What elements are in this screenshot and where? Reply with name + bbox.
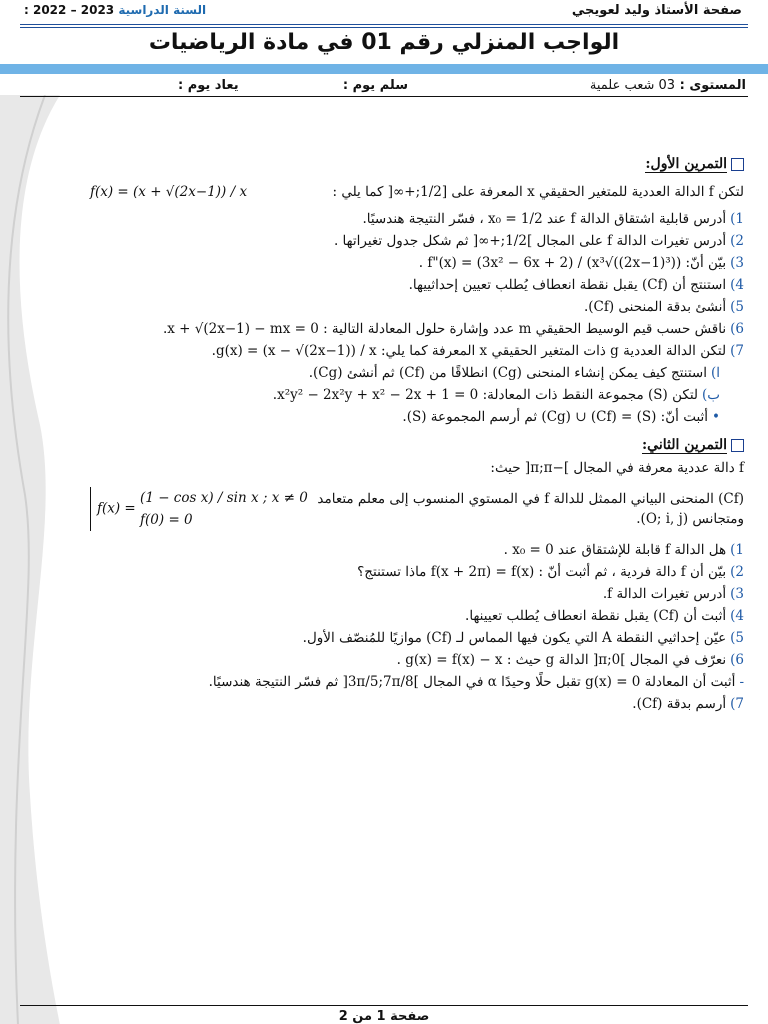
piecewise-definition: f(x) = (1 − cos x) / sin x ; x ≠ 0 f(0) = 0 (90, 487, 308, 531)
question-text: أثبت أنّ: (S) = (Cf) ∪ (Cg) ثم أرسم المجموعة (S). (402, 409, 709, 425)
exercise1-title: التمرين الأول: (90, 156, 744, 173)
piecewise-case1: (1 − cos x) / sin x ; x ≠ 0 (140, 490, 308, 506)
question-number: 4) (730, 608, 744, 624)
question-item (90, 363, 720, 383)
question-item (90, 275, 744, 295)
question-text: لتكن (S) مجموعة النقط ذات المعادلة: x²y² − 2x²y + x² − 2x + 1 = 0. (272, 387, 699, 403)
question-item (90, 341, 744, 361)
question-item (90, 672, 744, 692)
header-rule-top (20, 24, 748, 25)
level-value: 03 شعب علمية (589, 78, 676, 93)
question-text: أدرس تغيرات الدالة f. (602, 586, 727, 602)
question-text: أنشئ بدقة المنحنى (Cf). (583, 299, 727, 315)
question-number: 3) (730, 255, 744, 271)
question-text: لتكن الدالة العددية g ذات المتغير الحقيقي x المعرفة كما يلي: g(x) = (x − √(2x−1)) / x. (211, 343, 727, 359)
question-text: بيّن أنّ: f"(x) = (3x² − 6x + 2) / (x³√((2x−1)³)) . (418, 255, 727, 271)
question-text: استنتج كيف يمكن إنشاء المنحنى (Cg) انطلاقًا من (Cf) ثم أنشئ (Cg). (308, 365, 707, 381)
school-year (24, 3, 206, 17)
exercise1-intro-formula: f(x) = (x + √(2x−1)) / x (90, 184, 248, 200)
exercise2-intro1: f دالة عددية معرفة في المجال ]−π;π[ حيث: (490, 460, 744, 476)
exercise2-items (90, 540, 744, 714)
footer-rule (20, 1005, 748, 1006)
question-text: نعرّف في المجال ]0;π[ الدالة g حيث : g(x) = f(x) − x . (396, 652, 727, 668)
info-rule (20, 96, 748, 97)
decorative-swirl (0, 95, 70, 1024)
exercise1-intro: لتكن f الدالة العددية للمتغير الحقيقي x المعرفة على [1/2;+∞[ كما يلي : f(x) = (x + √(2x−1)) / x (90, 177, 744, 207)
question-text: أرسم بدقة (Cf). (632, 696, 727, 712)
teacher-name: صفحة الأستاذ وليد لعويجي (571, 3, 742, 18)
question-item (90, 209, 744, 229)
given-date: سلم يوم : (342, 78, 408, 93)
question-item (90, 385, 720, 405)
question-item (90, 297, 744, 317)
checkbox-icon (731, 158, 744, 171)
question-number: ب) (702, 387, 720, 403)
question-text: ناقش حسب قيم الوسيط الحقيقي m عدد وإشارة حلول المعادلة التالية : x + √(2x−1) − mx = 0. (162, 321, 727, 337)
question-number: 1) (730, 211, 744, 227)
header-rule-bottom (20, 27, 748, 28)
question-number: 6) (730, 652, 744, 668)
question-text: بيّن أن f دالة فردية ، ثم أثبت أنّ : f(x + 2π) = f(x) ماذا تستنتج؟ (357, 564, 727, 580)
question-number: 7) (730, 343, 744, 359)
question-item (90, 319, 744, 339)
question-item (90, 606, 744, 626)
question-item (90, 231, 744, 251)
checkbox-icon (731, 439, 744, 452)
question-item (90, 562, 744, 582)
question-item (90, 584, 744, 604)
question-number: 4) (730, 277, 744, 293)
question-number: - (739, 674, 744, 690)
question-number: 2) (730, 233, 744, 249)
question-item (90, 407, 720, 427)
exercise2-intro2: (Cf) المنحنى البياني الممثل للدالة f في المستوي المنسوب إلى معلم متعامد ومتجانس (O; i, j). f(x) = (1 − cos x) / sin x ; x ≠ 0 f(0) = 0 (90, 480, 744, 538)
question-text: أدرس تغيرات الدالة f على المجال ]1/2;+∞[ ثم شكل جدول تغيراتها . (333, 233, 727, 249)
title-band (0, 64, 768, 74)
question-item (90, 253, 744, 273)
question-item (90, 628, 744, 648)
question-number: 5) (730, 630, 744, 646)
homework-content (90, 150, 744, 716)
question-number: 5) (730, 299, 744, 315)
question-text: أدرس قابلية اشتقاق الدالة f عند x₀ = 1/2 ، فسّر النتيجة هندسيًا. (362, 211, 727, 227)
level-label: المستوى : (679, 78, 746, 93)
question-number: 2) (730, 564, 744, 580)
question-item (90, 540, 744, 560)
exercise2-title: التمرين الثاني: (90, 437, 744, 454)
exercise1-subitems (90, 363, 720, 427)
school-year-label: السنة الدراسية (118, 3, 207, 17)
question-number: ا) (710, 365, 720, 381)
question-item (90, 650, 744, 670)
question-text: استنتج أن (Cf) يقبل نقطة انعطاف يُطلب تعيين إحداثييها. (408, 277, 727, 293)
question-item (90, 694, 744, 714)
piecewise-case2: f(0) = 0 (140, 512, 193, 528)
question-number: 7) (730, 696, 744, 712)
question-text: عيّن إحداثيي النقطة A التي يكون فيها المماس لـ (Cf) موازيًا للمُنصّف الأول. (302, 630, 727, 646)
question-number: 3) (730, 586, 744, 602)
school-year-value: 2023 – 2022 : (24, 3, 115, 17)
question-text: أثبت أن المعادلة g(x) = 0 تقبل حلًا وحيدًا α في المجال ]3π/5;7π/8[ ثم فسّر النتيجة هندسيًا. (208, 674, 736, 690)
question-text: أثبت أن (Cf) يقبل نقطة انعطاف يُطلب تعيينها. (465, 608, 727, 624)
level (590, 78, 746, 93)
return-date: يعاد يوم : (178, 78, 239, 93)
question-number: 1) (730, 542, 744, 558)
page-number: صفحة 1 من 2 (338, 1009, 430, 1024)
question-number: • (712, 409, 720, 425)
question-number: 6) (730, 321, 744, 337)
exercise1-items (90, 209, 744, 361)
question-text: هل الدالة f قابلة للإشتقاق عند x₀ = 0 . (503, 542, 727, 558)
page-title: الواجب المنزلي رقم 01 في مادة الرياضيات (148, 30, 620, 55)
